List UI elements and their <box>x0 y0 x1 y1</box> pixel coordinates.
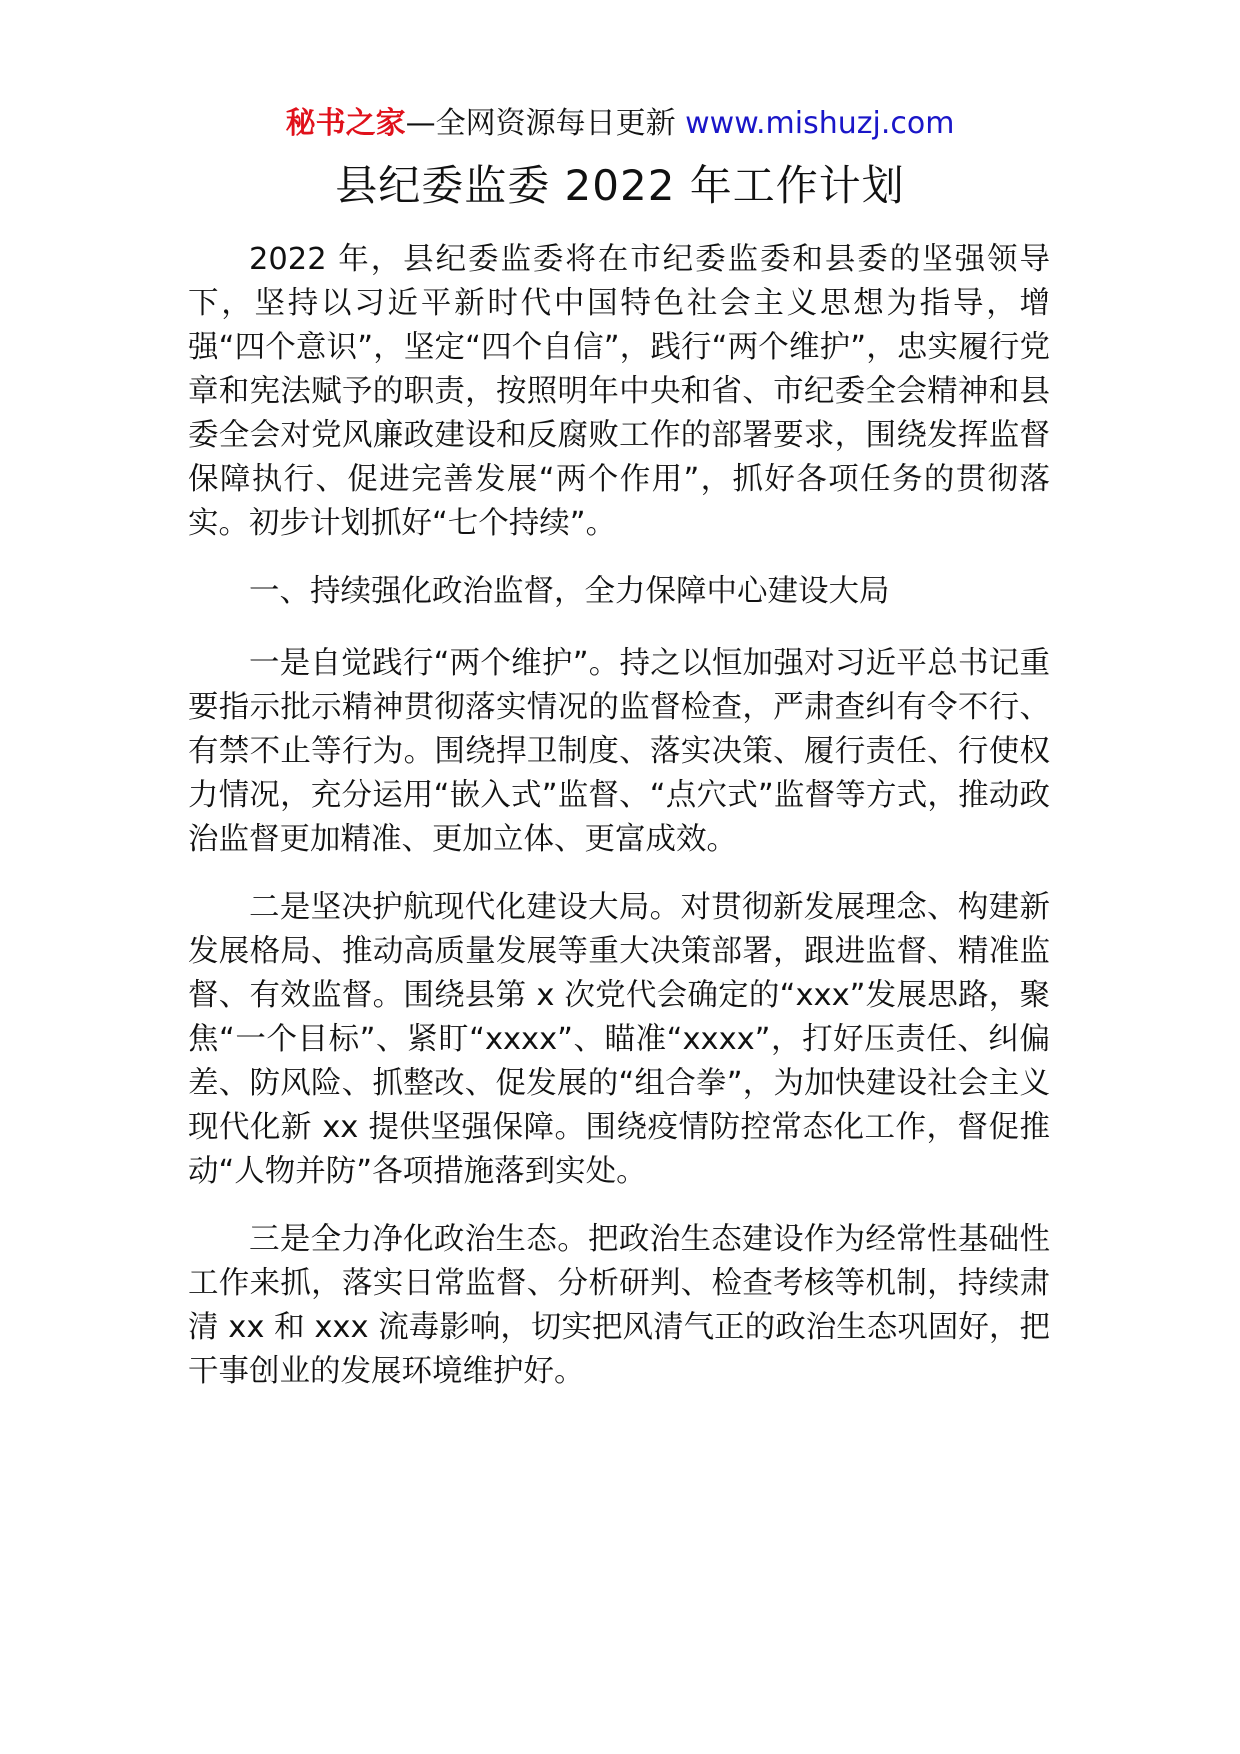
body-paragraph: 一是自觉践行“两个维护”。持之以恒加强对习近平总书记重要指示批示精神贯彻落实情况的监督检查，严肃查纠有令不行、有禁不止等行为。围绕捍卫制度、落实决策、履行责任、行使权力情况，充分运用“嵌入式”监督、“点穴式”监督等方式，推动政治监督更加精准、更加立体、更富成效。 <box>188 646 1050 857</box>
brand-name: 秘书之家 <box>285 106 406 141</box>
body-paragraph: 三是全力净化政治生态。把政治生态建设作为经常性基础性工作来抓，落实日常监督、分析研判、检查考核等机制，持续肃清 xx 和 xxx 流毒影响，切实把风清气正的政治生态巩固好，把干事创业的发展环境维护好。 <box>188 1222 1050 1389</box>
document-body <box>188 238 1050 1418</box>
document-title: 县纪委监委 2022 年工作计划 <box>335 161 905 210</box>
site-header <box>0 102 1240 146</box>
intro-paragraph: 2022 年，县纪委监委将在市纪委监委和县委的坚强领导下，坚持以习近平新时代中国特色社会主义思想为指导，增强“四个意识”，坚定“四个自信”，践行“两个维护”，忠实履行党章和宪法赋予的职责，按照明年中央和省、市纪委全会精神和县委全会对党风廉政建设和反腐败工作的部署要求，围绕发挥监督保障执行、促进完善发展“两个作用”，抓好各项任务的贯彻落实。初步计划抓好“七个持续”。 <box>188 242 1050 541</box>
section-heading: 一、持续强化政治监督，全力保障中心建设大局 <box>249 574 890 609</box>
header-slogan: —全网资源每日更新 <box>405 106 686 141</box>
site-url-link[interactable]: www.mishuzj.com <box>685 106 955 141</box>
body-paragraph: 二是坚决护航现代化建设大局。对贯彻新发展理念、构建新发展格局、推动高质量发展等重大决策部署，跟进监督、精准监督、有效监督。围绕县第 x 次党代会确定的“xxx”发展思路，聚焦“一个目标”、紧盯“xxxx”、瞄准“xxxx”，打好压责任、纠偏差、防风险、抓整改、促发展的“组合拳”，为加快建设社会主义现代化新 xx 提供坚强保障。围绕疫情防控常态化工作，督促推动“人物并防”各项措施落到实处。 <box>188 890 1050 1189</box>
